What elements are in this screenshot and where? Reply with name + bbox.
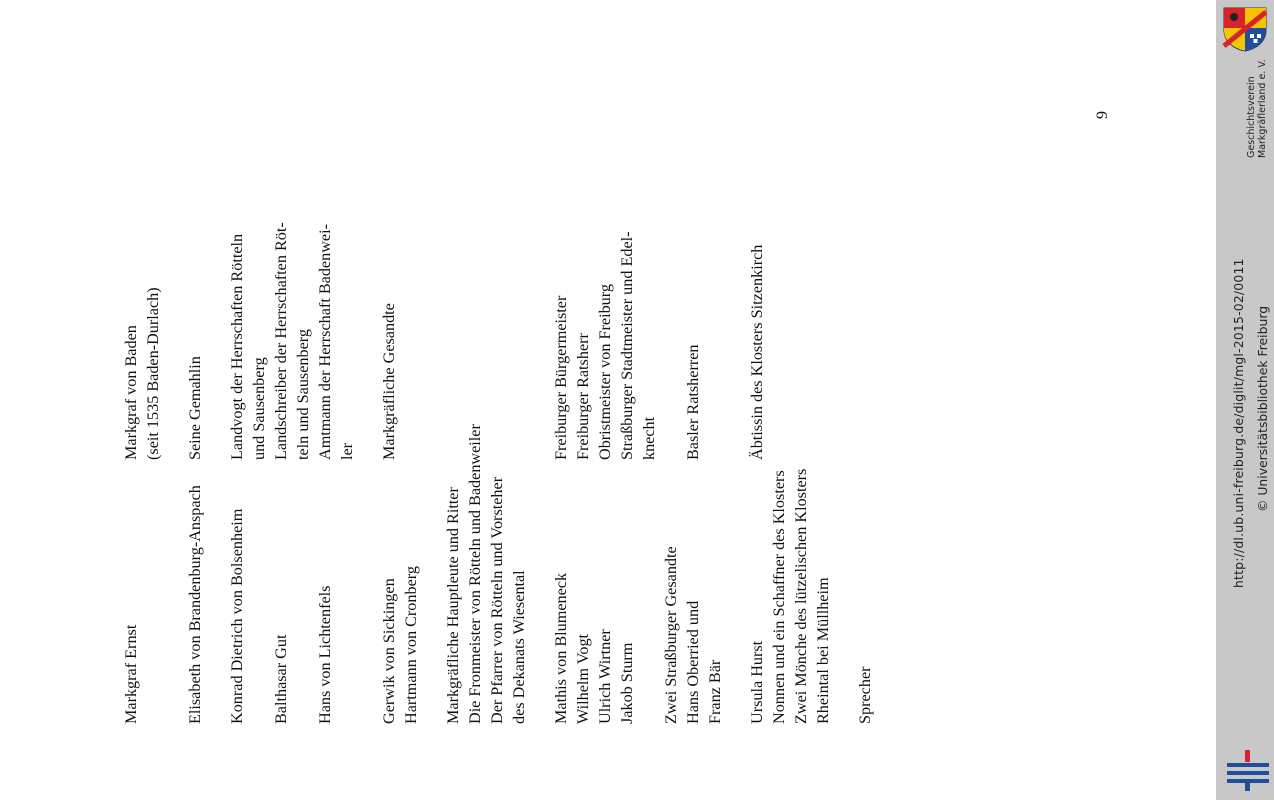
role-name [550, 460, 616, 724]
cast-entry [854, 84, 876, 724]
role-name-line: Mathis von Blumeneck [552, 572, 570, 724]
cast-entry [682, 84, 726, 724]
cast-entry [660, 84, 682, 724]
role-name [768, 460, 790, 724]
role-name [184, 460, 206, 724]
cast-entry [768, 84, 790, 724]
role-description [616, 84, 660, 460]
role-description [226, 84, 270, 460]
crest-icon [1220, 6, 1270, 52]
role-name-line: Hartmann von Cronberg [402, 566, 420, 724]
cast-entry [314, 84, 358, 724]
role-name-line: Elisabeth von Brandenburg-Anspach [186, 485, 204, 724]
role-name [314, 460, 336, 724]
role-description [270, 84, 314, 460]
role-description-line: und Sausenberg [250, 357, 268, 460]
role-name-line: Markgräfliche Hauptleute und Ritter [444, 487, 462, 724]
cast-entry [120, 84, 164, 724]
role-name-line: Zwei Mönche des lützelischen Klosters [792, 468, 810, 724]
cast-entry [184, 84, 206, 724]
role-name-line: Gerwik von Sickingen [380, 578, 398, 724]
role-name-line: Konrad Dietrich von Bolsenheim [228, 508, 246, 724]
role-description [184, 84, 206, 460]
role-description-line: (seit 1535 Baden-Durlach) [144, 287, 162, 460]
role-description [378, 84, 400, 460]
role-description [120, 84, 164, 460]
role-description-line: Markgräfliche Gesandte [380, 303, 398, 460]
role-name-line: Ursula Hurst [748, 640, 766, 724]
source-url-link[interactable]: http://dl.ub.uni-freiburg.de/diglit/mgl-2015-02/0011 [1231, 258, 1246, 588]
role-description-line: Amtmann der Herrschaft Badenwei- [316, 224, 334, 460]
role-description-line: Landschreiber der Herrschaften Röt- [272, 222, 290, 460]
cast-entry [464, 84, 486, 724]
role-description-line: Freiburger Ratsherr [574, 333, 592, 460]
role-description-line: teln und Sausenberg [294, 329, 312, 460]
role-name [616, 460, 638, 724]
role-name [226, 460, 248, 724]
role-name-line: Nonnen und ein Schaffner des Klosters [770, 470, 788, 724]
role-description-line: Seine Gemahlin [186, 356, 204, 460]
role-name-line: Hans Oberried und [684, 600, 702, 724]
role-name-line: Sprecher [856, 666, 874, 724]
cast-entry [486, 84, 530, 724]
role-description-line: Basler Ratsherren [684, 344, 702, 460]
role-name [120, 460, 142, 724]
role-name-line: Rheintal bei Müllheim [814, 577, 832, 724]
role-description-line: Obristmeister von Freiburg [596, 284, 614, 460]
cast-entry [378, 84, 422, 724]
role-description-line: knecht [640, 416, 658, 460]
role-description-line: ler [338, 442, 356, 460]
role-description [314, 84, 358, 460]
cast-entry [226, 84, 270, 724]
role-name-line: Der Pfarrer von Rötteln und Vorsteher [488, 476, 506, 724]
cast-entry [616, 84, 660, 724]
role-name [682, 460, 726, 724]
page-number: 9 [1094, 111, 1111, 119]
role-name-line: Balthasar Gut [272, 634, 290, 724]
role-description-line: Landvogt der Herrschaften Rötteln [228, 233, 246, 460]
cast-entry [270, 84, 314, 724]
role-name-line: des Dekanats Wiesental [510, 570, 528, 724]
role-description-line: Straßburger Stadtmeister und Edel- [618, 231, 636, 460]
cast-entry [550, 84, 616, 724]
role-name [790, 460, 834, 724]
role-name [746, 460, 768, 724]
role-name-line: Wilhelm Vogt [574, 633, 592, 724]
role-name [464, 424, 486, 724]
role-name-line: Ulrich Wirtner [596, 629, 614, 724]
role-name [378, 460, 422, 724]
cast-entry [746, 84, 768, 724]
role-name-line: Markgraf Ernst [122, 624, 140, 724]
role-description-line: Markgraf von Baden [122, 325, 140, 460]
role-name-line: Franz Bär [706, 659, 724, 724]
role-description [746, 84, 768, 460]
role-name [660, 460, 682, 724]
role-name [442, 460, 464, 724]
role-name [270, 460, 292, 724]
role-description-line: Freiburger Bürgermeister [552, 295, 570, 460]
role-description [550, 84, 616, 460]
association-name-line2: Markgräflerland e. V. [1257, 59, 1268, 158]
cast-entry [790, 84, 834, 724]
role-name [486, 460, 530, 724]
cast-entry [442, 84, 464, 724]
cast-list [120, 84, 1120, 724]
role-name-line: Jakob Sturm [618, 642, 636, 724]
role-name-line: Hans von Lichtenfels [316, 585, 334, 724]
university-library-logo-icon [1226, 748, 1270, 792]
association-name-line1: Geschichtsverein [1246, 76, 1257, 158]
role-name [854, 460, 876, 724]
copyright-text: © Universitätsbibliothek Freiburg [1255, 305, 1270, 512]
role-description-line: Äbtissin des Klosters Sitzenkirch [748, 244, 766, 460]
role-description [682, 84, 704, 460]
role-name-line: Zwei Straßburger Gesandte [662, 546, 680, 724]
role-name-line: Die Fronmeister von Rötteln und Badenweiler [466, 424, 484, 724]
